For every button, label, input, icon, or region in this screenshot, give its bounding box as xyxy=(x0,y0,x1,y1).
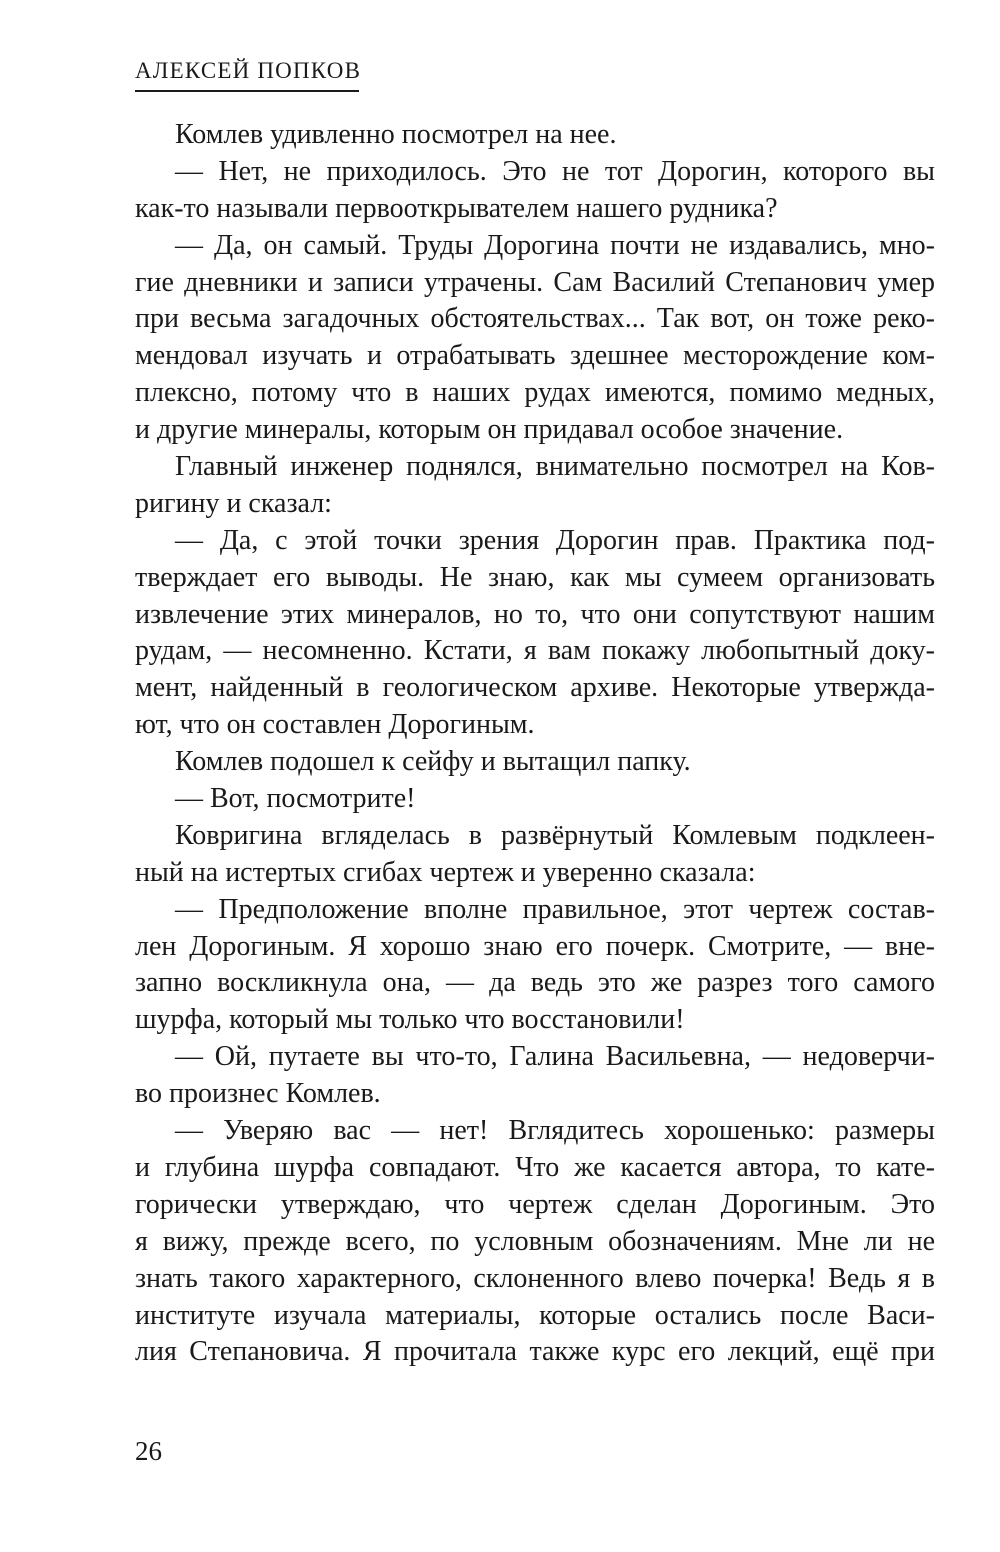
text-line: я вижу, прежде всего, по условным обозначениям. Мне ли не xyxy=(135,1225,935,1257)
text-line: — Предположение вполне правильное, этот чертеж состав- xyxy=(175,893,935,925)
text-line: ный на истертых сгибах чертеж и уверенно сказала: xyxy=(135,856,756,888)
text-line: плексно, потому что в наших рудах имеются, помимо медных, xyxy=(135,377,935,409)
running-head-rule xyxy=(135,90,359,92)
text-line: шурфа, который мы только что восстановили! xyxy=(135,1004,685,1036)
text-line: — Да, он самый. Труды Дорогина почти не издавались, мно- xyxy=(175,229,935,261)
text-line: мент, найденный в геологическом архиве. Некоторые утвержда- xyxy=(135,672,935,704)
text-line: — Нет, не приходилось. Это не тот Дорогин, которого вы xyxy=(175,155,935,187)
text-line: Комлев удивленно посмотрел на нее. xyxy=(175,119,617,150)
text-line: — Ой, путаете вы что-то, Галина Васильевна, — недоверчи- xyxy=(175,1041,935,1073)
text-line: ригину и сказал: xyxy=(135,487,332,519)
text-line: институте изучала материалы, которые остались после Васи- xyxy=(135,1299,935,1331)
text-line: горически утверждаю, что чертеж сделан Дорогиным. Это xyxy=(135,1188,935,1220)
running-head-author: АЛЕКСЕЙ ПОПКОВ xyxy=(135,58,362,83)
text-line: тверждает его выводы. Не знаю, как мы сумеем организовать xyxy=(135,561,935,593)
page-number: 26 xyxy=(135,1436,162,1466)
text-line: Комлев подошел к сейфу и вытащил папку. xyxy=(175,746,691,778)
text-line: и другие минералы, которым он придавал особое значение. xyxy=(135,414,844,446)
text-line: как-то называли первооткрывателем нашего рудника? xyxy=(135,192,778,224)
text-line: мендовал изучать и отрабатывать здешнее месторождение ком- xyxy=(135,340,935,372)
text-line: гие дневники и записи утрачены. Сам Василий Степанович умер xyxy=(135,266,935,298)
text-line: — Да, с этой точки зрения Дорогин прав. Практика под- xyxy=(175,524,935,556)
text-line: лен Дорогиным. Я хорошо знаю его почерк. Смотрите, — вне- xyxy=(135,930,935,962)
text-line: — Уверяю вас — нет! Вглядитесь хорошенько: размеры xyxy=(175,1115,935,1147)
text-line: Главный инженер поднялся, внимательно посмотрел на Ков- xyxy=(175,451,935,483)
text-line: запно воскликнула она, — да ведь это же разрез того самого xyxy=(135,967,935,999)
text-line: и глубина шурфа совпадают. Что же касается автора, то кате- xyxy=(135,1151,935,1183)
text-line: — Вот, посмотрите! xyxy=(175,783,416,815)
text-line: при весьма загадочных обстоятельствах... Так вот, он тоже реко- xyxy=(135,303,935,335)
text-line: во произнес Комлев. xyxy=(135,1078,381,1110)
text-line: извлечение этих минералов, но то, что они сопутствуют нашим xyxy=(135,598,935,630)
text-line: лия Степановича. Я прочитала также курс его лекций, ещё при xyxy=(135,1336,935,1368)
body-text xyxy=(135,117,935,1371)
text-line: знать такого характерного, склоненного влево почерка! Ведь я в xyxy=(135,1262,935,1294)
text-line: рудам, — несомненно. Кстати, я вам покажу любопытный доку- xyxy=(135,635,935,667)
text-line: Ковригина вгляделась в развёрнутый Комлевым подклеен- xyxy=(175,819,935,851)
text-line: ют, что он составлен Дорогиным. xyxy=(135,709,535,741)
